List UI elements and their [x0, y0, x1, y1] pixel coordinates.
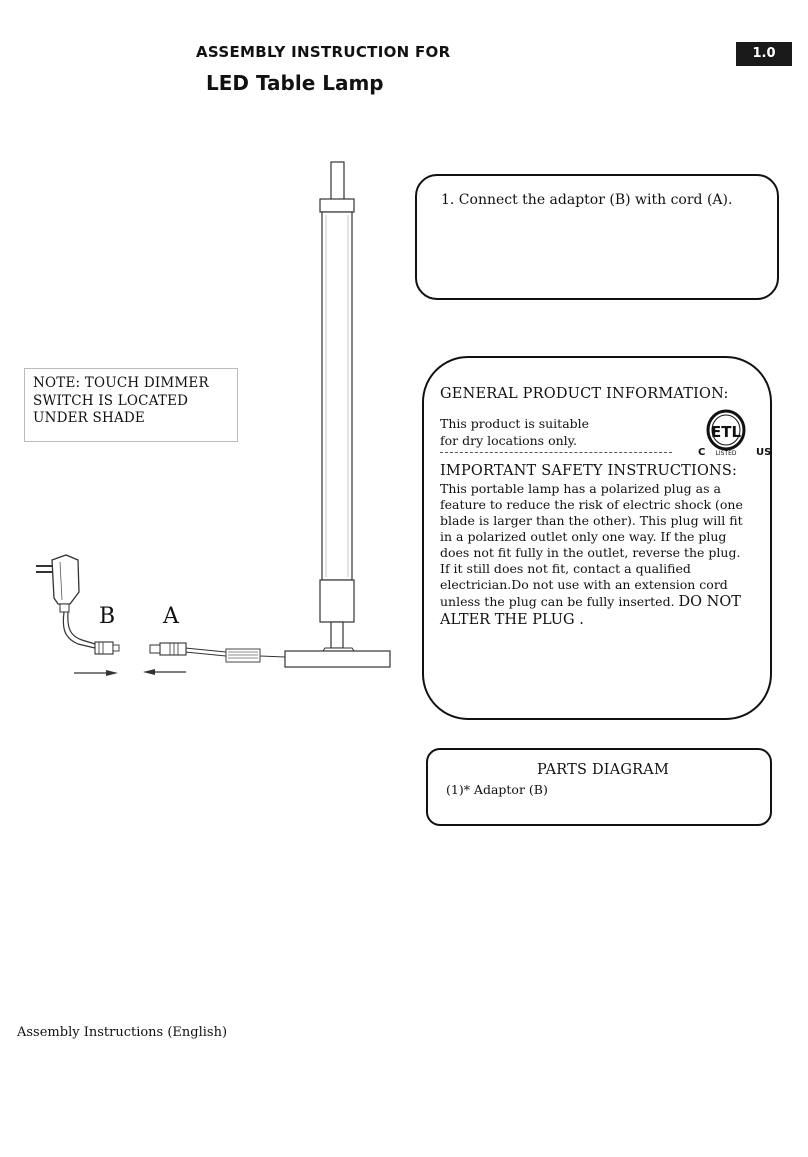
- safety-body: This portable lamp has a polarized plug as a feature to reduce the risk of electric shock (one blade is larger than the other). This plug will fit in a polarized outlet only one way. If the plug does not fit fully in the outlet, reverse the plug. If it still does not fit, contact a qualified electrician.Do not use with an extension cord unless the plug can be fully inserted.: [440, 481, 743, 609]
- safety-emphasis: DO NOT ALTER THE PLUG .: [440, 594, 741, 628]
- parts-item-adaptor: (1)* Adaptor (B): [446, 782, 548, 797]
- step-1-box: [415, 174, 779, 300]
- parts-heading: PARTS DIAGRAM: [536, 762, 670, 778]
- etl-us-text: US: [756, 447, 772, 458]
- header-subtitle: ASSEMBLY INSTRUCTION FOR: [196, 43, 451, 61]
- safety-heading: IMPORTANT SAFETY INSTRUCTIONS:: [440, 463, 738, 479]
- general-info-heading: GENERAL PRODUCT INFORMATION:: [440, 386, 729, 402]
- note-line-2: SWITCH IS LOCATED: [33, 392, 189, 409]
- suitable-line-1: This product is suitable: [440, 416, 590, 431]
- note-line-3: UNDER SHADE: [33, 410, 145, 426]
- etl-listed-text: LISTED: [715, 450, 737, 457]
- parts-diagram-box: [426, 748, 772, 826]
- step-1-text: 1. Connect the adaptor (B) with cord (A).: [441, 192, 733, 208]
- label-a: A: [163, 604, 179, 629]
- dimmer-note: [24, 368, 238, 442]
- etl-listed-icon: [690, 408, 772, 458]
- etl-c-text: C: [698, 447, 706, 458]
- page-title: LED Table Lamp: [206, 71, 384, 95]
- label-b: B: [99, 604, 116, 629]
- version-badge: 1.0: [736, 42, 792, 66]
- dashed-divider: [440, 452, 672, 453]
- safety-text: [440, 481, 752, 629]
- etl-logo-text: ETL: [710, 423, 742, 441]
- note-line-1: NOTE: TOUCH DIMMER: [33, 375, 209, 391]
- suitable-line-2: for dry locations only.: [440, 432, 578, 448]
- footer-text: Assembly Instructions (English): [17, 1025, 228, 1040]
